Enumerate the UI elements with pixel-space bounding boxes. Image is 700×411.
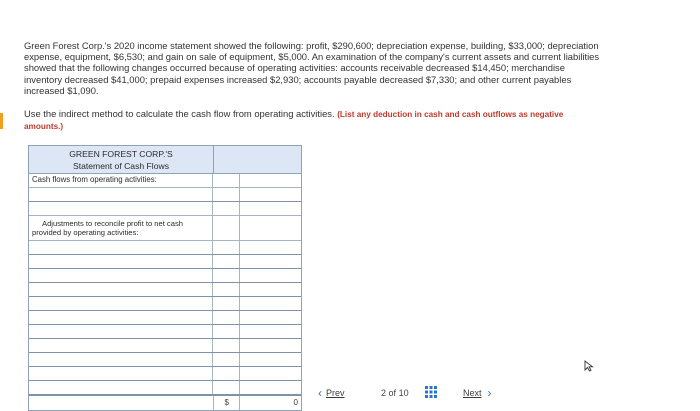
adjustment-item-select[interactable] xyxy=(32,241,212,254)
line-item-select[interactable] xyxy=(32,188,212,201)
cash-flow-worksheet xyxy=(28,145,302,411)
adjustment-item-select[interactable] xyxy=(32,311,212,324)
next-label: Next xyxy=(463,388,482,398)
adjustment-entry-row xyxy=(29,339,301,353)
adjustment-entry-row xyxy=(29,325,301,339)
adjustment-item-select[interactable] xyxy=(32,255,212,268)
operating-activities-label: Cash flows from operating activities: xyxy=(29,174,213,187)
instructions xyxy=(24,108,604,132)
chevron-left-icon: ‹ xyxy=(318,386,322,400)
entry-row xyxy=(29,188,301,202)
chevron-right-icon: › xyxy=(487,386,492,400)
adjustment-entry-row xyxy=(29,381,301,395)
adjustment-item-select[interactable] xyxy=(32,367,212,380)
mouse-cursor-icon xyxy=(584,360,594,372)
adjustments-row xyxy=(29,216,301,241)
total-row xyxy=(29,395,301,410)
page-total: 10 xyxy=(398,388,409,398)
problem-text: Green Forest Corp.'s 2020 income statement showed the following: profit, $290,600; depreciation expense, building, $33,000; depreciation expense, equipment, $6,530; and gain on sale of equipment, $5,000. An examination of the company's current assets and current liabilities showed that the following changes occurred because of operating activities: accounts receivable decreased $14,450; merchandise inventory decreased $41,000; prepaid expenses increased $2,930; accounts payable decreased $7,330; and other current payables increased $1,090. xyxy=(24,40,600,96)
prev-label: Prev xyxy=(326,388,345,398)
adjustments-label-line2: provided by operating activities: xyxy=(32,228,139,237)
operating-activities-row xyxy=(29,174,301,188)
adjustment-item-select[interactable] xyxy=(32,381,212,394)
adjustment-item-select[interactable] xyxy=(32,283,212,296)
spacer-row xyxy=(29,202,301,216)
adjustment-entry-row xyxy=(29,353,301,367)
adjustment-entry-row xyxy=(29,283,301,297)
adjustment-item-select[interactable] xyxy=(32,269,212,282)
total-value: 0 xyxy=(293,398,298,407)
next-button[interactable] xyxy=(463,388,492,398)
grid-icon xyxy=(425,386,437,398)
adjustment-entry-row xyxy=(29,297,301,311)
adjustment-item-select[interactable] xyxy=(32,353,212,366)
worksheet-header xyxy=(29,146,301,174)
company-name: GREEN FOREST CORP.'S xyxy=(69,149,173,159)
instructions-hint: (List any deduction in cash and cash outflows as negative amounts.) xyxy=(24,110,564,132)
adjustment-item-select[interactable] xyxy=(32,339,212,352)
instructions-text: Use the indirect method to calculate the cash flow from operating activities. xyxy=(24,108,335,119)
adjustments-label-line1: Adjustments to reconcile profit to net cash xyxy=(42,219,183,228)
total-currency: $ xyxy=(214,396,240,410)
statement-title: Statement of Cash Flows xyxy=(72,161,169,171)
adjustment-item-select[interactable] xyxy=(32,297,212,310)
prev-button[interactable] xyxy=(318,388,345,398)
total-label-input[interactable] xyxy=(29,396,214,410)
question-edge-marker xyxy=(0,113,3,129)
adjustment-entry-row xyxy=(29,255,301,269)
adjustment-entry-row xyxy=(29,311,301,325)
question-grid-button[interactable] xyxy=(425,386,437,400)
page-of: of xyxy=(388,388,397,398)
adjustment-entry-row xyxy=(29,367,301,381)
adjustment-item-select[interactable] xyxy=(32,325,212,338)
adjustment-entry-row xyxy=(29,269,301,283)
page-indicator xyxy=(381,388,409,398)
page-current: 2 xyxy=(381,388,387,398)
adjustment-entry-row xyxy=(29,241,301,255)
